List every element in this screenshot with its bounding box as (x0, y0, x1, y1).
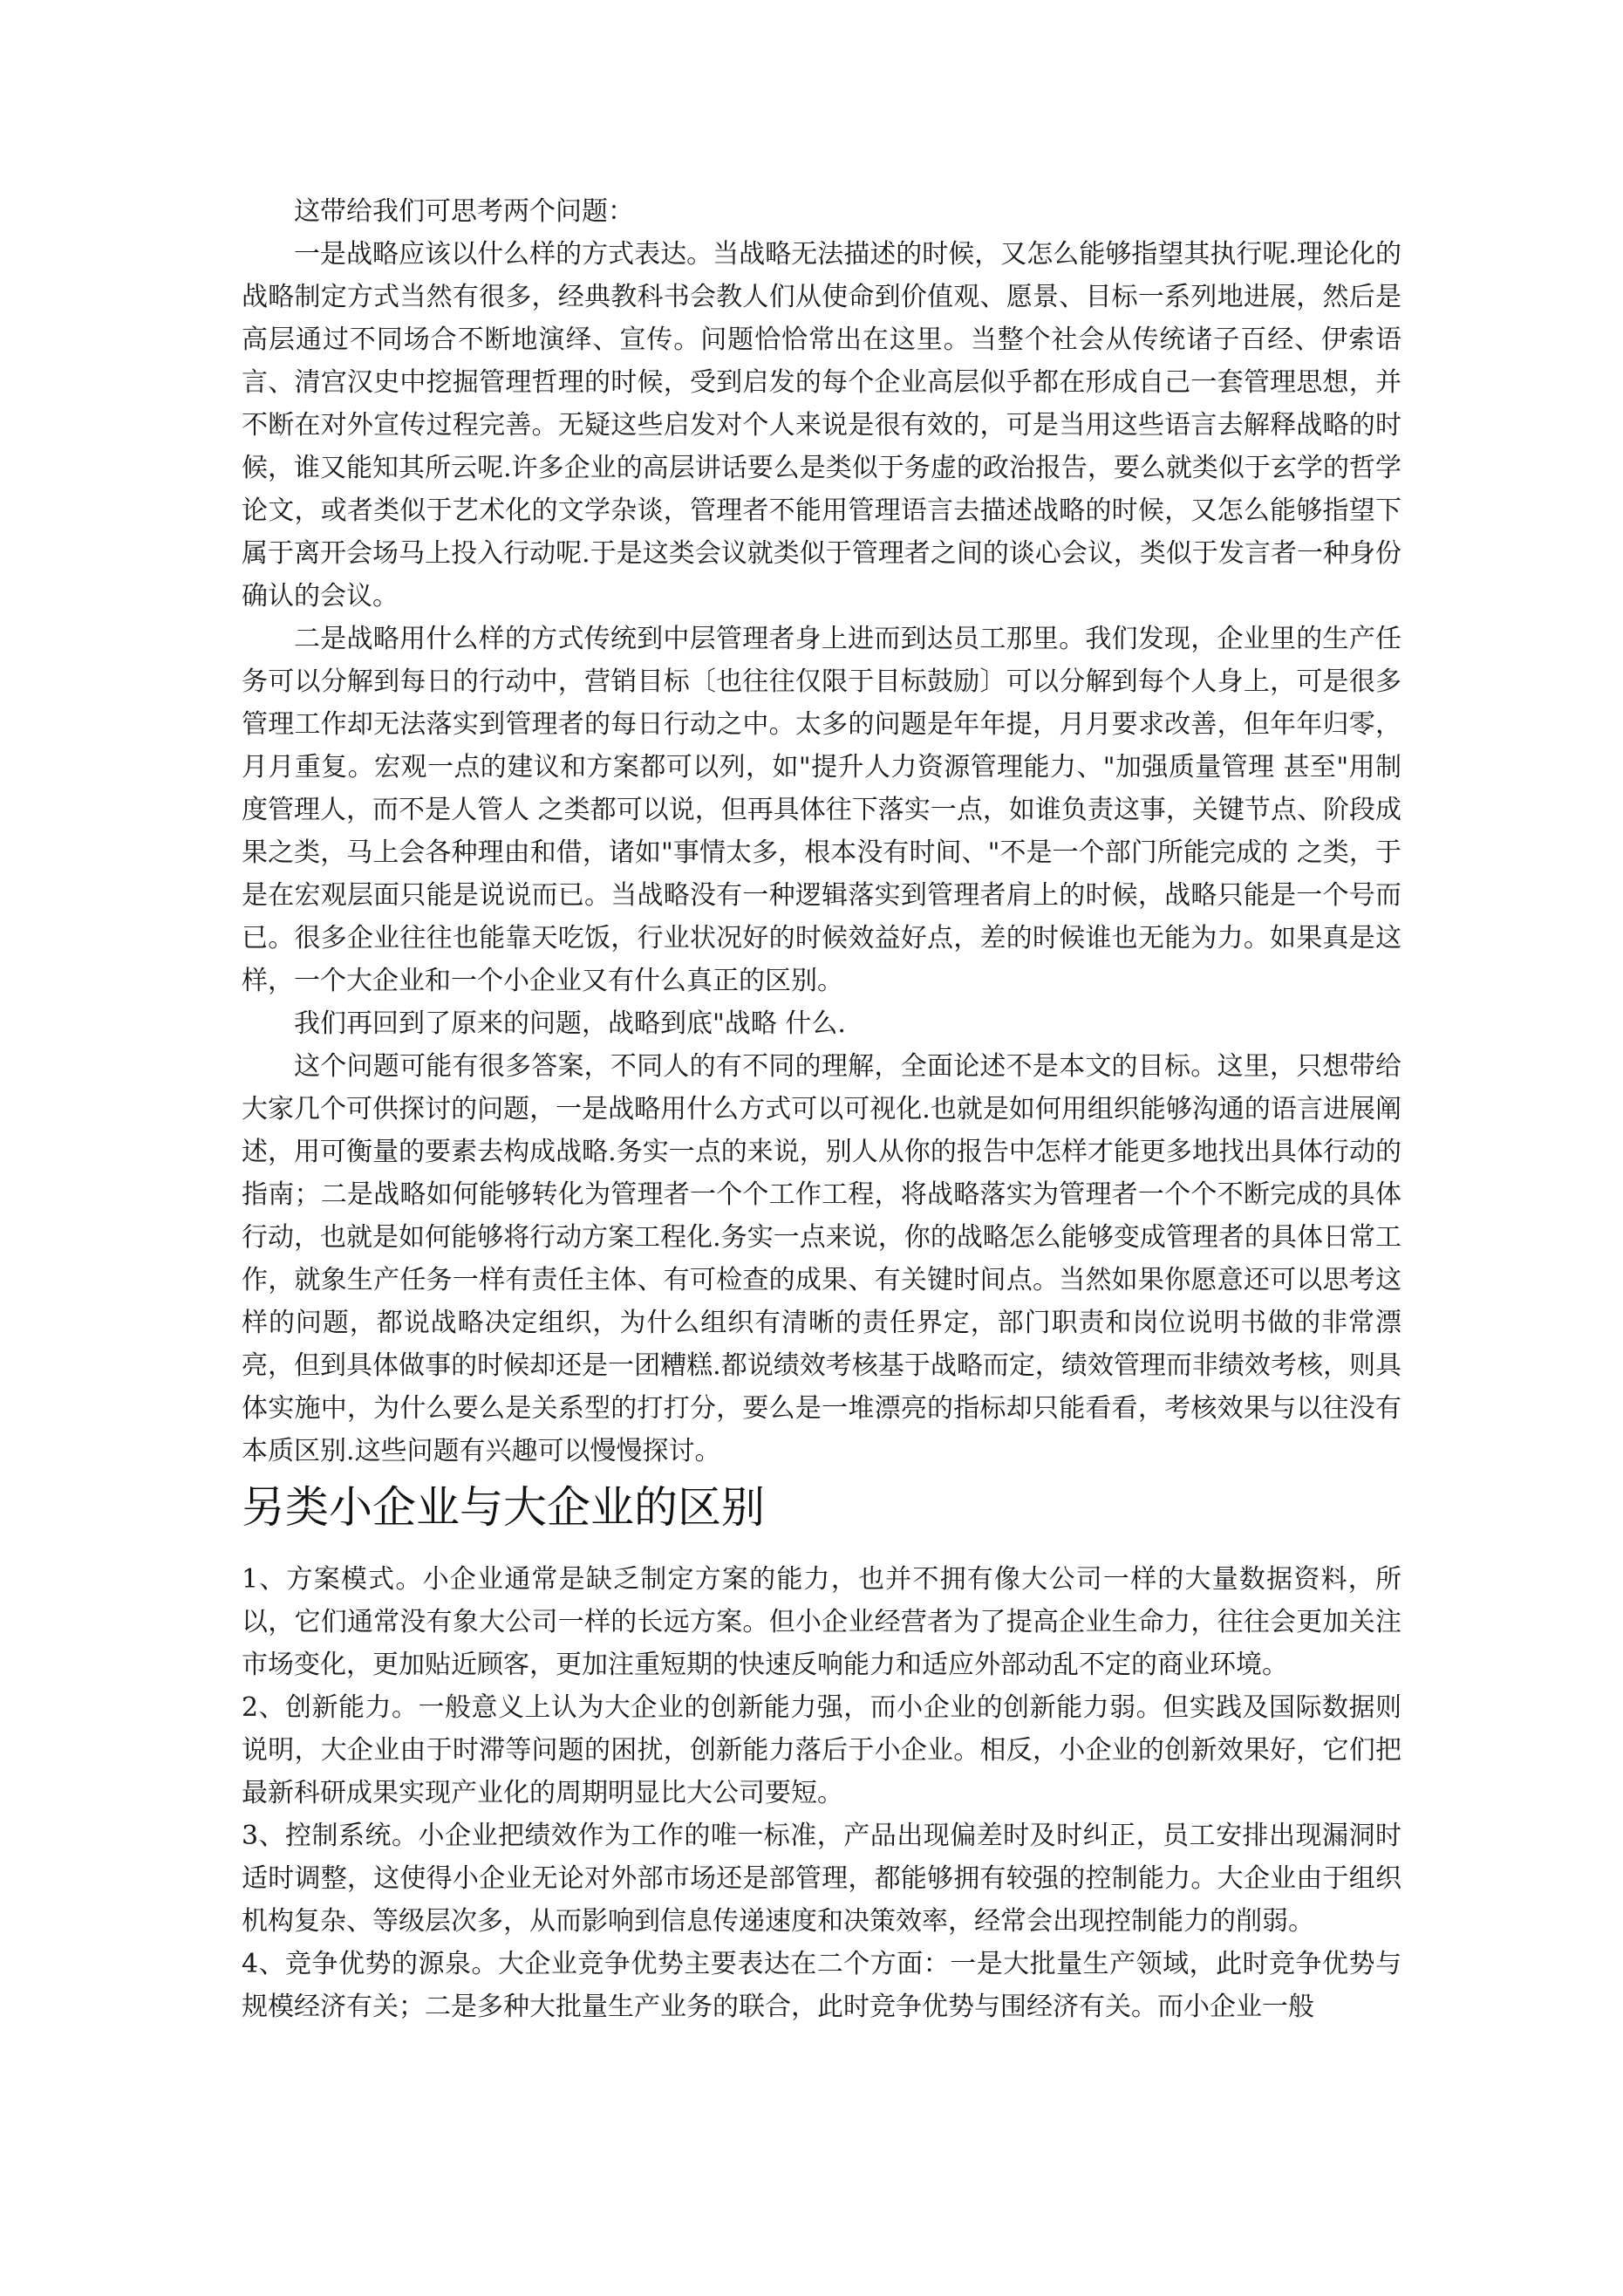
list-item-competitive-advantage: 4、竞争优势的源泉。大企业竞争优势主要表达在二个方面：一是大批量生产领域，此时竞争优势与规模经济有关；二是多种大批量生产业务的联合，此时竞争优势与围经济有关。而小企业一般 (242, 1949, 1401, 2022)
section-heading: 另类小企业与大企业的区别 (242, 1482, 765, 1533)
list-item-control-system: 3、控制系统。小企业把绩效作为工作的唯一标准，产品出现偏差时及时纠正，员工安排出现漏洞时适时调整，这使得小企业无论对外部市场还是部管理，都能够拥有较强的控制能力。大企业由于组织机构复杂、等级层次多，从而影响到信息传递速度和决策效率，经常会出现控制能力的削弱。 (242, 1821, 1401, 1937)
list-item-innovation: 2、创新能力。一般意义上认为大企业的创新能力强，而小企业的创新能力弱。但实践及国际数据则说明，大企业由于时滞等问题的困扰，创新能力落后于小企业。相反，小企业的创新效果好，它们把最新科研成果实现产业化的周期明显比大公司要短。 (242, 1692, 1401, 1808)
paragraph-strategy-expression: 一是战略应该以什么样的方式表达。当战略无法描述的时候，又怎么能够指望其执行呢.理论化的战略制定方式当然有很多，经典教科书会教人们从使命到价值观、愿景、目标一系列地进展，然后是高层通过不同场合不断地演绎、宣传。问题恰恰常出在这里。当整个社会从传统诸子百经、伊索语言、清宫汉史中挖掘管理哲理的时候，受到启发的每个企业高层似乎都在形成自己一套管理思想，并不断在对外宣传过程完善。无疑这些启发对个人来说是很有效的，可是当用这些语言去解释战略的时候，谁又能知其所云呢.许多企业的高层讲话要么是类似于务虚的政治报告，要么就类似于玄学的哲学论文，或者类似于艺术化的文学杂谈，管理者不能用管理语言去描述战略的时候，又怎么能够指望下属于离开会场马上投入行动呢.于是这类会议就类似于管理者之间的谈心会议，类似于发言者一种身份确认的会议。 (242, 239, 1401, 612)
list-item-plan-mode: 1、方案模式。小企业通常是缺乏制定方案的能力，也并不拥有像大公司一样的大量数据资料，所以，它们通常没有象大公司一样的长远方案。但小企业经营者为了提高企业生命力，往往会更加关注市场变化，更加贴近顾客，更加注重短期的快速反响能力和适应外部动乱不定的商业环境。 (242, 1564, 1401, 1680)
paragraph-return-question: 我们再回到了原来的问题，战略到底"战略 什么. (294, 1008, 846, 1039)
document-page (242, 190, 1401, 2028)
intro-lead: 这带给我们可思考两个问题： (294, 196, 634, 227)
paragraph-discussion: 这个问题可能有很多答案，不同人的有不同的理解，全面论述不是本文的目标。这里，只想带给大家几个可供探讨的问题，一是战略用什么方式可以可视化.也就是如何用组织能够沟通的语言进展阐述，用可衡量的要素去构成战略.务实一点的来说，别人从你的报告中怎样才能更多地找出具体行动的指南；二是战略如何能够转化为管理者一个个工作工程，将战略落实为管理者一个个不断完成的具体行动，也就是如何能够将行动方案工程化.务实一点来说，你的战略怎么能够变成管理者的具体日常工作，就象生产任务一样有责任主体、有可检查的成果、有关键时间点。当然如果你愿意还可以思考这样的问题，都说战略决定组织，为什么组织有清晰的责任界定，部门职责和岗位说明书做的非常漂亮，但到具体做事的时候却还是一团糟糕.都说绩效考核基于战略而定，绩效管理而非绩效考核，则具体实施中，为什么要么是关系型的打打分，要么是一堆漂亮的指标却只能看看，考核效果与以往没有本质区别.这些问题有兴趣可以慢慢探讨。 (242, 1051, 1401, 1466)
paragraph-strategy-transmission: 二是战略用什么样的方式传统到中层管理者身上进而到达员工那里。我们发现，企业里的生产任务可以分解到每日的行动中，营销目标〔也往往仅限于目标鼓励〕可以分解到每个人身上，可是很多管理工作却无法落实到管理者的每日行动之中。太多的问题是年年提，月月要求改善，但年年归零，月月重复。宏观一点的建议和方案都可以列，如"提升人力资源管理能力、"加强质量管理 甚至"用制度管理人，而不是人管人 之类都可以说，但再具体往下落实一点，如谁负责这事，关键节点、阶段成果之类，马上会各种理由和借，诸如"事情太多，根本没有时间、"不是一个部门所能完成的 之类，于是在宏观层面只能是说说而已。当战略没有一种逻辑落实到管理者肩上的时候，战略只能是一个号而已。很多企业往往也能靠天吃饭，行业状况好的时候效益好点，差的时候谁也无能为力。如果真是这样，一个大企业和一个小企业又有什么真正的区别。 (242, 624, 1401, 996)
